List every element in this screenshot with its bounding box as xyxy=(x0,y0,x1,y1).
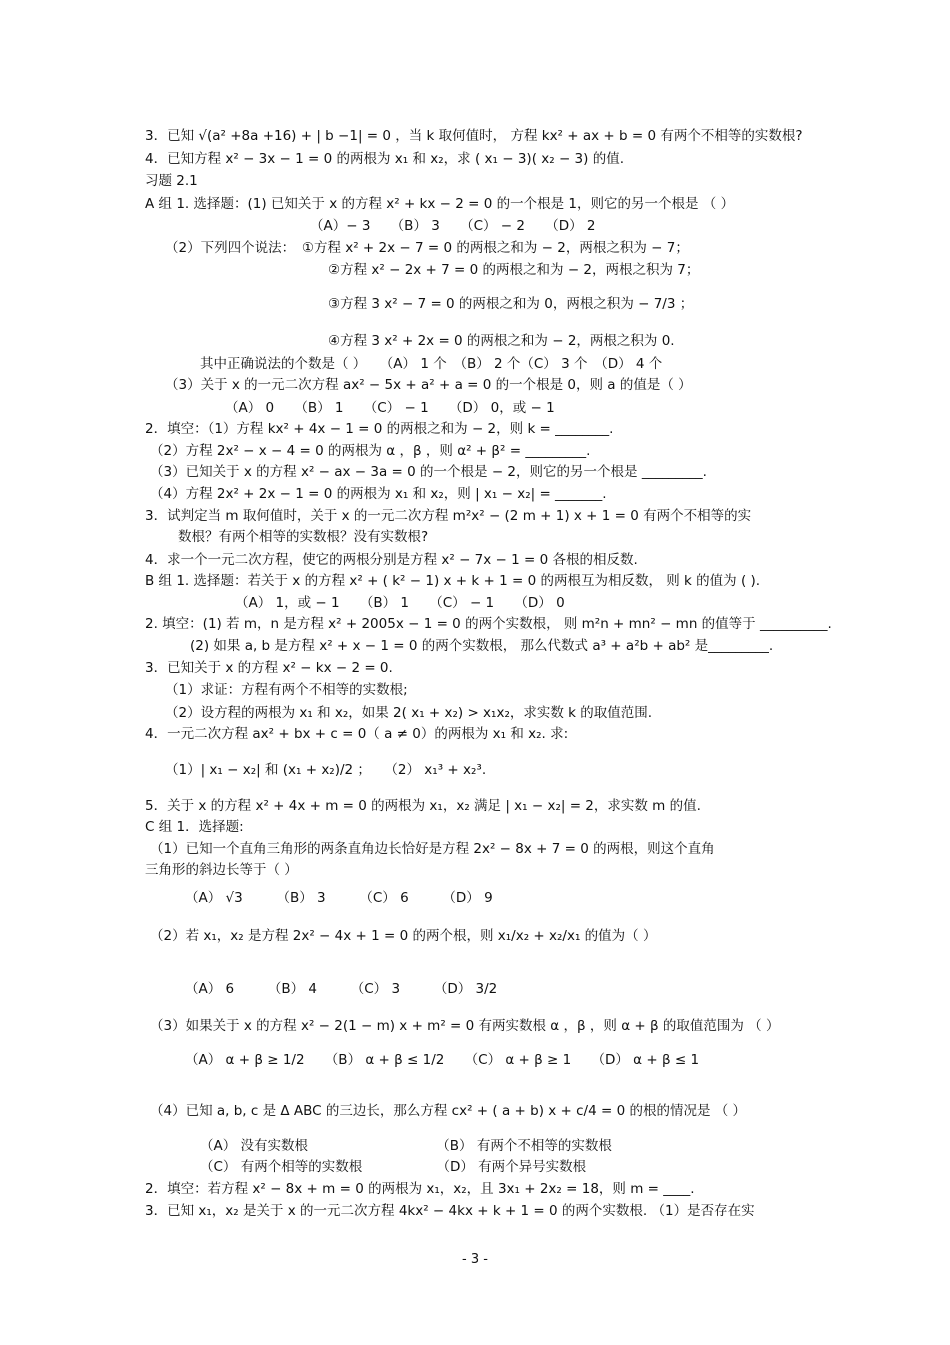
text-line-23: (2) 如果 a, b 是方程 x² + x − 1 = 0 的两个实数根， 那么代数式 a³ + a²b + ab² 是_________. xyxy=(190,638,774,654)
text-line-33: （A） √3 （B） 3 （C） 6 （D） 9 xyxy=(185,890,493,906)
text-line-18: 数根？有两个相等的实数根？没有实数根? xyxy=(178,529,429,545)
text-line-42: 3．已知 x₁，x₂ 是关于 x 的一元二次方程 4kx² − 4kx + k + 1 = 0 的两个实数根. （1）是否存在实 xyxy=(145,1203,755,1219)
text-line-5: （A）− 3 （B） 3 （C） − 2 （D） 2 xyxy=(310,218,596,234)
text-line-41: 2．填空：若方程 x² − 8x + m = 0 的两根为 x₁，x₂，且 3x₁ + 2x₂ = 18，则 m = ____. xyxy=(145,1181,695,1197)
text-line-9: ④方程 3 x² + 2x = 0 的两根之和为 − 2，两根之积为 0. xyxy=(328,333,675,349)
text-line-13: 2．填空：（1）方程 kx² + 4x − 1 = 0 的两根之和为 − 2，则 k = ________. xyxy=(145,421,614,437)
text-line-27: 4．一元二次方程 ax² + bx + c = 0（ a ≠ 0）的两根为 x₁ 和 x₂. 求: xyxy=(145,726,569,742)
text-line-2: 4．已知方程 x² − 3x − 1 = 0 的两根为 x₁ 和 x₂，求 ( x₁ − 3)( x₂ − 3) 的值. xyxy=(145,151,624,167)
text-line-19: 4．求一个一元二次方程，使它的两根分别是方程 x² − 7x − 1 = 0 各根的相反数. xyxy=(145,552,638,568)
text-line-3: 习题 2.1 xyxy=(145,173,198,189)
text-line-7: ②方程 x² − 2x + 7 = 0 的两根之和为 − 2，两根之积为 7； xyxy=(328,262,700,278)
text-line-24: 3．已知关于 x 的方程 x² − kx − 2 = 0. xyxy=(145,660,393,676)
text-line-30: C 组 1．选择题: xyxy=(145,819,244,835)
text-line-10: 其中正确说法的个数是（ ） （A） 1 个 （B） 2 个（C） 3 个 （D） 4 个 xyxy=(200,356,663,372)
text-line-32: 三角形的斜边长等于（ ） xyxy=(145,862,298,878)
text-line-40: （C） 有两个相等的实数根 （D） 有两个异号实数根 xyxy=(200,1159,587,1175)
text-line-38: （4）已知 a, b, c 是 Δ ABC 的三边长，那么方程 cx² + ( a + b) x + c/4 = 0 的根的情况是 （ ） xyxy=(150,1103,747,1119)
text-line-28: （1）| x₁ − x₂| 和 (x₁ + x₂)/2 ； （2） x₁³ + x₂³. xyxy=(165,762,487,778)
text-line-16: （4）方程 2x² + 2x − 1 = 0 的两根为 x₁ 和 x₂，则 | x₁ − x₂| = _______. xyxy=(150,486,607,502)
text-line-6: （2）下列四个说法： ①方程 x² + 2x − 7 = 0 的两根之和为 − 2，两根之积为 − 7； xyxy=(165,240,689,256)
text-line-22: 2. 填空：(1) 若 m，n 是方程 x² + 2005x − 1 = 0 的两个实数根， 则 m²n + mn² − mn 的值等于 __________. xyxy=(145,616,832,632)
text-line-35: （A） 6 （B） 4 （C） 3 （D） 3/2 xyxy=(185,981,498,997)
text-line-12: （A） 0 （B） 1 （C） − 1 （D） 0，或 − 1 xyxy=(225,400,555,416)
text-line-21: （A） 1，或 − 1 （B） 1 （C） − 1 （D） 0 xyxy=(235,595,565,611)
text-line-26: （2）设方程的两根为 x₁ 和 x₂，如果 2( x₁ + x₂) > x₁x₂，求实数 k 的取值范围. xyxy=(165,705,653,721)
text-line-37: （A） α + β ≥ 1/2 （B） α + β ≤ 1/2 （C） α + β ≥ 1 （D） α + β ≤ 1 xyxy=(185,1052,700,1068)
text-line-17: 3．试判定当 m 取何值时，关于 x 的一元二次方程 m²x² − (2 m + 1) x + 1 = 0 有两个不相等的实 xyxy=(145,508,752,524)
text-line-1: 3．已知 √(a² +8a +16) + | b −1| = 0 ，当 k 取何值时， 方程 kx² + ax + b = 0 有两个不相等的实数根? xyxy=(145,128,803,144)
text-line-20: B 组 1. 选择题：若关于 x 的方程 x² + ( k² − 1) x + k + 1 = 0 的两根互为相反数， 则 k 的值为 ( ). xyxy=(145,573,761,589)
text-line-8: ③方程 3 x² − 7 = 0 的两根之和为 0，两根之积为 − 7/3 ； xyxy=(328,296,694,312)
text-line-4: A 组 1. 选择题：(1) 已知关于 x 的方程 x² + kx − 2 = 0 的一个根是 1，则它的另一个根是 （ ） xyxy=(145,196,735,212)
text-line-39: （A） 没有实数根 （B） 有两个不相等的实数根 xyxy=(200,1138,612,1154)
text-line-15: （3）已知关于 x 的方程 x² − ax − 3a = 0 的一个根是 − 2，则它的另一个根是 _________. xyxy=(150,464,707,480)
text-line-14: （2）方程 2x² − x − 4 = 0 的两根为 α ，β ，则 α² + β² = _________. xyxy=(150,443,591,459)
text-line-34: （2）若 x₁，x₂ 是方程 2x² − 4x + 1 = 0 的两个根，则 x₁/x₂ + x₂/x₁ 的值为（ ） xyxy=(150,928,657,944)
text-line-25: （1）求证：方程有两个不相等的实数根; xyxy=(165,682,408,698)
text-line-36: （3）如果关于 x 的方程 x² − 2(1 − m) x + m² = 0 有两实数根 α ，β ，则 α + β 的取值范围为 （ ） xyxy=(150,1018,780,1034)
text-line-29: 5．关于 x 的方程 x² + 4x + m = 0 的两根为 x₁，x₂ 满足 | x₁ − x₂| = 2，求实数 m 的值. xyxy=(145,798,701,814)
text-line-11: （3）关于 x 的一元二次方程 ax² − 5x + a² + a = 0 的一个根是 0，则 a 的值是（ ） xyxy=(165,377,692,393)
text-line-31: （1）已知一个直角三角形的两条直角边长恰好是方程 2x² − 8x + 7 = 0 的两根，则这个直角 xyxy=(150,841,715,857)
page-number: - 3 - xyxy=(462,1252,488,1267)
